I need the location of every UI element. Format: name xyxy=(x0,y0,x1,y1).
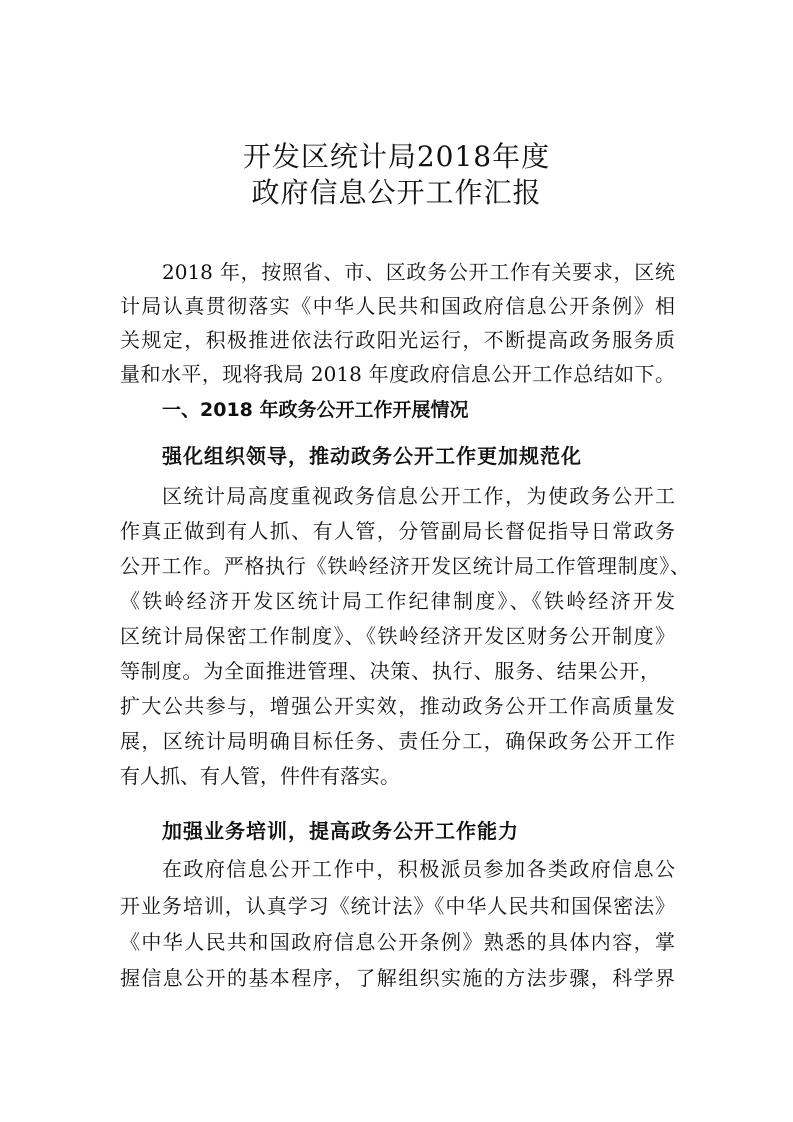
text-line: 等制度。为全面推进管理、决策、执行、服务、结果公开， xyxy=(120,659,660,683)
text-line: 计局认真贯彻落实《中华人民共和国政府信息公开条例》相 xyxy=(120,294,675,318)
title-line-1: 开发区统计局2018年度 xyxy=(242,140,551,173)
text-line: 扩大公共参与，增强公开实效，推动政务公开工作高质量发 xyxy=(120,694,675,718)
text-line: 在政府信息公开工作中，积极派员参加各类政府信息公 xyxy=(162,857,675,881)
text-line: 量和水平，现将我局 2018 年度政府信息公开工作总结如下。 xyxy=(120,362,675,386)
text-line: 有人抓、有人管，件件有落实。 xyxy=(120,764,400,788)
subsection-heading: 强化组织领导，推动政务公开工作更加规范化 xyxy=(162,444,582,468)
text-line: 开业务培训，认真学习《统计法》《中华人民共和国保密法》 xyxy=(120,894,675,918)
subsection-heading: 加强业务培训，提高政务公开工作能力 xyxy=(162,819,519,843)
section-heading: 一、2018 年政务公开工作开展情况 xyxy=(162,399,469,421)
text-line: 《铁岭经济开发区统计局工作纪律制度》、《铁岭经济开发 xyxy=(120,589,675,613)
text-line: 握信息公开的基本程序，了解组织实施的方法步骤，科学界 xyxy=(120,966,675,990)
text-line: 作真正做到有人抓、有人管，分管副局长督促指导日常政务 xyxy=(120,519,675,543)
text-line: 2018 年，按照省、市、区政务公开工作有关要求，区统 xyxy=(162,260,675,284)
title-line-2: 政府信息公开工作汇报 xyxy=(251,176,542,209)
text-line: 关规定，积极推进依法行政阳光运行，不断提高政务服务质 xyxy=(120,328,675,352)
text-line: 《中华人民共和国政府信息公开条例》熟悉的具体内容，掌 xyxy=(120,930,675,954)
text-line: 展，区统计局明确目标任务、责任分工，确保政务公开工作 xyxy=(120,729,675,753)
text-line: 公开工作。严格执行《铁岭经济开发区统计局工作管理制度》、 xyxy=(120,554,690,578)
text-line: 区统计局保密工作制度》、《铁岭经济开发区财务公开制度》 xyxy=(120,624,675,648)
text-line: 区统计局高度重视政务信息公开工作，为使政务公开工 xyxy=(162,484,675,508)
